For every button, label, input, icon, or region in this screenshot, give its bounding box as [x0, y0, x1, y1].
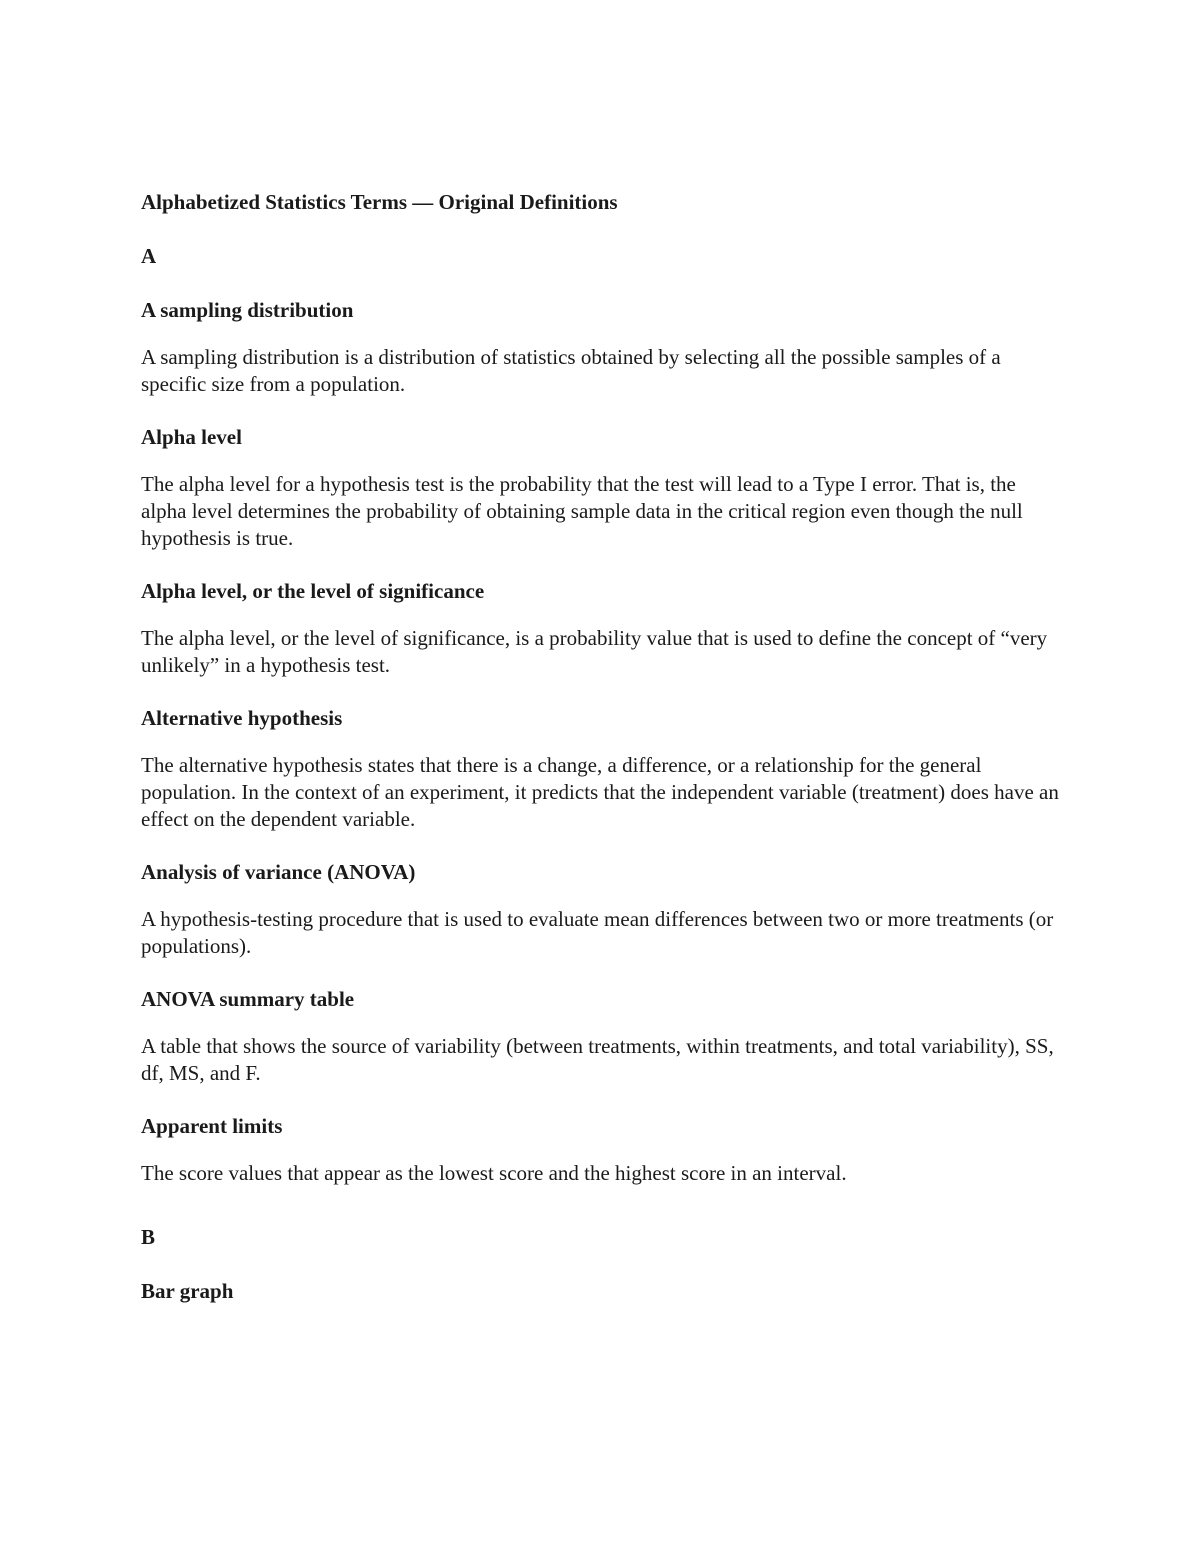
term-apparent-limits: Apparent limits	[141, 1114, 283, 1138]
term-alternative-hypothesis: Alternative hypothesis	[141, 706, 343, 730]
term-alpha-level-significance: Alpha level, or the level of significance	[141, 579, 485, 603]
term-anova: Analysis of variance (ANOVA)	[141, 860, 416, 884]
definition-alpha-level: The alpha level for a hypothesis test is the probability that the test will lead to a Type I error. That is, the alpha level determines the probability of obtaining sample data in the critical region even though the null hypothesis is true.	[141, 472, 1023, 550]
term-a-sampling-distribution: A sampling distribution	[141, 298, 354, 322]
definition-a-sampling-distribution: A sampling distribution is a distribution of statistics obtained by selecting all the possible samples of a specific size from a population.	[141, 345, 1001, 396]
term-bar-graph: Bar graph	[141, 1279, 234, 1303]
definition-anova: A hypothesis-testing procedure that is used to evaluate mean differences between two or more treatments (or populations).	[141, 907, 1054, 958]
document-page	[141, 186, 1061, 1325]
document-title: Alphabetized Statistics Terms — Original Definitions	[141, 190, 618, 214]
term-anova-summary-table: ANOVA summary table	[141, 987, 355, 1011]
definition-apparent-limits: The score values that appear as the lowest score and the highest score in an interval.	[141, 1161, 847, 1185]
definition-alpha-level-significance: The alpha level, or the level of significance, is a probability value that is used to define the concept of “very unlikely” in a hypothesis test.	[141, 626, 1048, 677]
definition-alternative-hypothesis: The alternative hypothesis states that there is a change, a difference, or a relationship for the general population. In the context of an experiment, it predicts that the independent variable (treatment) does have an effect on the dependent variable.	[141, 753, 1059, 831]
section-letter-a: A	[141, 244, 157, 268]
definition-anova-summary-table: A table that shows the source of variability (between treatments, within treatments, and total variability), SS, df, MS, and F.	[141, 1034, 1054, 1085]
term-alpha-level: Alpha level	[141, 425, 242, 449]
section-letter-b: B	[141, 1225, 156, 1249]
